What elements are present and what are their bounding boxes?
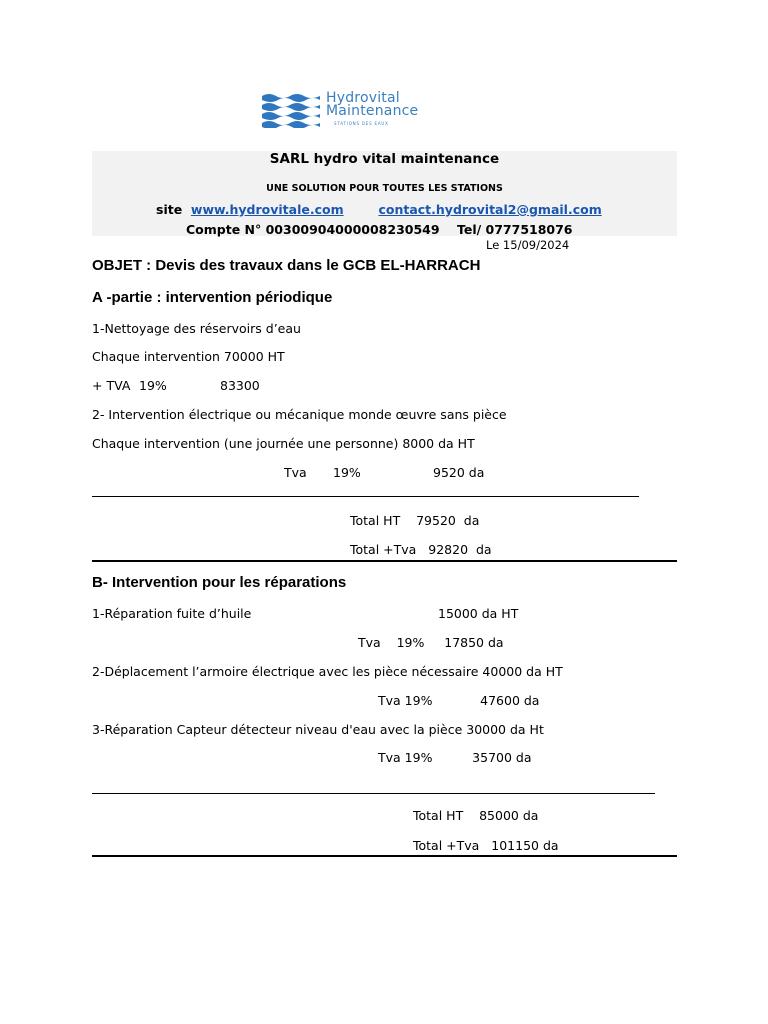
b-item1-title: 1-Réparation fuite d’huile bbox=[92, 606, 252, 621]
logo-tagline: STATIONS DES EAUX bbox=[334, 121, 389, 126]
a-item1-tva-amount: 83300 bbox=[220, 378, 260, 393]
b-item2-tva: Tva 19% 47600 da bbox=[378, 693, 540, 708]
section-b-separator bbox=[92, 855, 677, 857]
a-item1-tva-label: + TVA bbox=[92, 378, 131, 393]
company-slogan: UNE SOLUTION POUR TOUTES LES STATIONS bbox=[266, 183, 503, 194]
a-item2-tva-rate: 19% bbox=[333, 465, 361, 480]
document-date: Le 15/09/2024 bbox=[486, 238, 570, 252]
b-item3-title: 3-Réparation Capteur détecteur niveau d'eau avec la pièce 30000 da Ht bbox=[92, 722, 544, 737]
section-b-dash-line bbox=[92, 793, 655, 794]
email-link[interactable]: contact.hydrovital2@gmail.com bbox=[378, 202, 602, 217]
company-logo bbox=[262, 90, 462, 130]
b-item1-tva: Tva 19% 17850 da bbox=[358, 635, 504, 650]
a-item2-tva-amount: 9520 da bbox=[433, 465, 485, 480]
website-link[interactable]: www.hydrovitale.com bbox=[190, 202, 344, 217]
account-line bbox=[186, 222, 573, 237]
logo-wordmark bbox=[326, 92, 418, 118]
b-item2-title: 2-Déplacement l’armoire électrique avec les pièce nécessaire 40000 da HT bbox=[92, 664, 563, 679]
a-item1-price: Chaque intervention 70000 HT bbox=[92, 349, 285, 364]
account-number: Compte N° 00300904000008230549 bbox=[186, 222, 440, 237]
contact-line bbox=[156, 202, 602, 217]
b-total-tva: Total +Tva 101150 da bbox=[413, 838, 559, 853]
b-item1-price: 15000 da HT bbox=[438, 606, 519, 621]
water-waves-icon bbox=[262, 92, 320, 128]
a-item2-tva-label: Tva bbox=[284, 465, 307, 480]
logo-line1: Hydrovital bbox=[326, 90, 400, 106]
section-a-separator bbox=[92, 560, 677, 562]
phone-number: Tel/ 0777518076 bbox=[456, 222, 573, 237]
a-item1-tva-rate: 19% bbox=[139, 378, 167, 393]
a-item2-title: 2- Intervention électrique ou mécanique monde œuvre sans pièce bbox=[92, 407, 507, 422]
section-a-dash-line bbox=[92, 496, 639, 497]
logo-line2: Maintenance bbox=[326, 103, 419, 119]
document-subject: OBJET : Devis des travaux dans le GCB EL-HARRACH bbox=[92, 257, 481, 274]
a-total-ht: Total HT 79520 da bbox=[350, 513, 480, 528]
a-item2-price: Chaque intervention (une journée une personne) 8000 da HT bbox=[92, 436, 475, 451]
a-item1-title: 1-Nettoyage des réservoirs d’eau bbox=[92, 321, 301, 336]
section-a-title: A -partie : intervention périodique bbox=[92, 289, 333, 306]
site-label: site bbox=[156, 202, 183, 217]
section-b-title: B- Intervention pour les réparations bbox=[92, 574, 347, 591]
a-total-tva: Total +Tva 92820 da bbox=[350, 542, 492, 557]
b-item3-tva: Tva 19% 35700 da bbox=[378, 750, 532, 765]
b-total-ht: Total HT 85000 da bbox=[413, 808, 539, 823]
company-header bbox=[92, 151, 677, 236]
company-name: SARL hydro vital maintenance bbox=[269, 151, 500, 167]
